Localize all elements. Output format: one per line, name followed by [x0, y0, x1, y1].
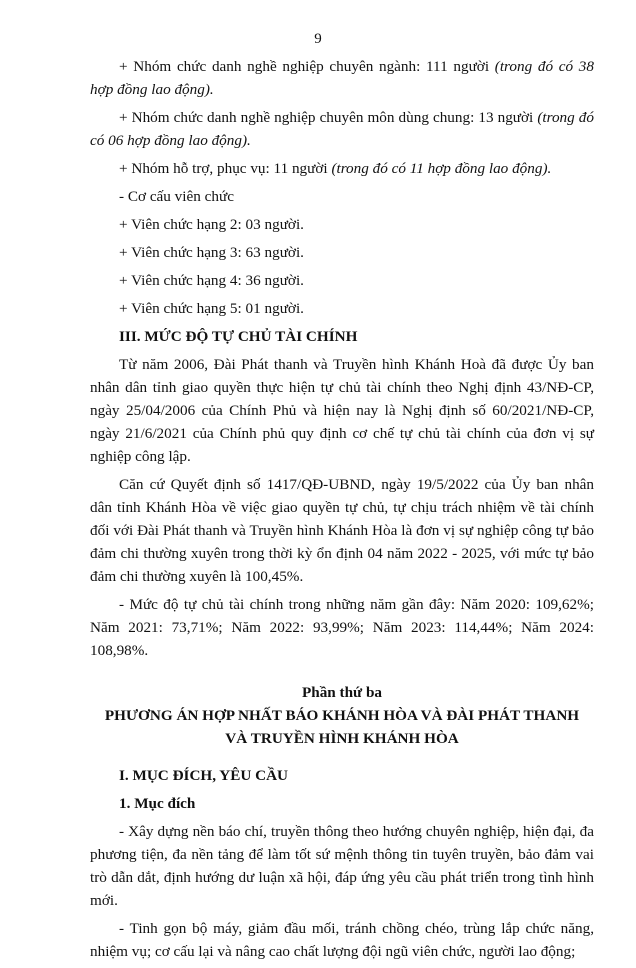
grade-2-count: + Viên chức hạng 2: 03 người. — [119, 216, 304, 233]
purpose-paragraph-2: - Tinh gọn bộ máy, giảm đầu mối, tránh chồng chéo, trùng lắp chức năng, nhiệm vụ; cơ cấu lại và nâng cao chất lượng đội ngũ viên chức, người lao động; — [90, 920, 594, 960]
staff-group-specialized-text: + Nhóm chức danh nghề nghiệp chuyên ngành: 111 người — [119, 58, 495, 75]
grade-5-count: + Viên chức hạng 5: 01 người. — [119, 300, 304, 317]
part-title-line-2: VÀ TRUYỀN HÌNH KHÁNH HÒA — [225, 730, 459, 747]
civil-servant-structure: - Cơ cấu viên chức — [119, 188, 234, 205]
section-1-heading: I. MỤC ĐÍCH, YÊU CẦU — [119, 767, 289, 784]
staff-group-support — [90, 157, 594, 180]
grade-4-count: + Viên chức hạng 4: 36 người. — [119, 272, 304, 289]
section-3-paragraph-2: Căn cứ Quyết định số 1417/QĐ-UBND, ngày 19/5/2022 của Ủy ban nhân dân tỉnh Khánh Hòa về việc giao quyền tự chủ, tự chịu trách nhiệm về tài chính đối với Đài Phát thanh và Truyền hình Khánh Hòa là đơn vị sự nghiệp công tự bảo đảm chi thường xuyên trong thời kỳ ổn định 04 năm 2022 - 2025, với mức tự bảo đảm chi thường xuyên là 100,45%. — [90, 476, 594, 585]
part-label: Phần thứ ba — [301, 684, 383, 701]
section-3-paragraph-1: Từ năm 2006, Đài Phát thanh và Truyền hình Khánh Hoà đã được Ủy ban nhân dân tỉnh giao quyền thực hiện tự chủ tài chính theo Nghị định 43/NĐ-CP, ngày 25/04/2006 của Chính Phủ và hiện nay là Nghị định số 60/2021/NĐ-CP, ngày 21/6/2021 của Chính phủ quy định cơ chế tự chủ tài chính của đơn vị sự nghiệp công lập. — [90, 356, 594, 465]
page-number: 9 — [314, 31, 322, 47]
document-body — [90, 55, 594, 968]
staff-group-support-text: + Nhóm hỗ trợ, phục vụ: 11 người — [119, 160, 332, 177]
staff-group-specialized-note: (trong đó có 38 hợp đồng lao động). — [90, 58, 594, 98]
staff-group-common-text: + Nhóm chức danh nghề nghiệp chuyên môn dùng chung: 13 người — [119, 109, 538, 126]
staff-group-common-note: (trong đó có 06 hợp đồng lao động). — [90, 109, 594, 149]
staff-group-specialized — [90, 55, 594, 101]
purpose-paragraph-1: - Xây dựng nền báo chí, truyền thông theo hướng chuyên nghiệp, hiện đại, đa phương tiện, đa nền tảng để làm tốt sứ mệnh thông tin tuyên truyền, bảo đảm vai trò dẫn dắt, định hướng dư luận xã hội, đáp ứng yêu cầu phát triển trong tình hình mới. — [90, 823, 594, 909]
section-3-heading: III. MỨC ĐỘ TỰ CHỦ TÀI CHÍNH — [119, 328, 358, 345]
part-title-line-1: PHƯƠNG ÁN HỢP NHẤT BÁO KHÁNH HÒA VÀ ĐÀI PHÁT THANH — [104, 707, 580, 724]
subsection-1-heading: 1. Mục đích — [119, 795, 196, 812]
section-3-paragraph-3: - Mức độ tự chủ tài chính trong những năm gần đây: Năm 2020: 109,62%; Năm 2021: 73,71%; Năm 2022: 93,99%; Năm 2023: 114,44%; Năm 2024: 108,98%. — [90, 596, 594, 659]
staff-group-common — [90, 106, 594, 152]
grade-3-count: + Viên chức hạng 3: 63 người. — [119, 244, 304, 261]
staff-group-support-note: (trong đó có 11 hợp đồng lao động). — [331, 160, 552, 177]
